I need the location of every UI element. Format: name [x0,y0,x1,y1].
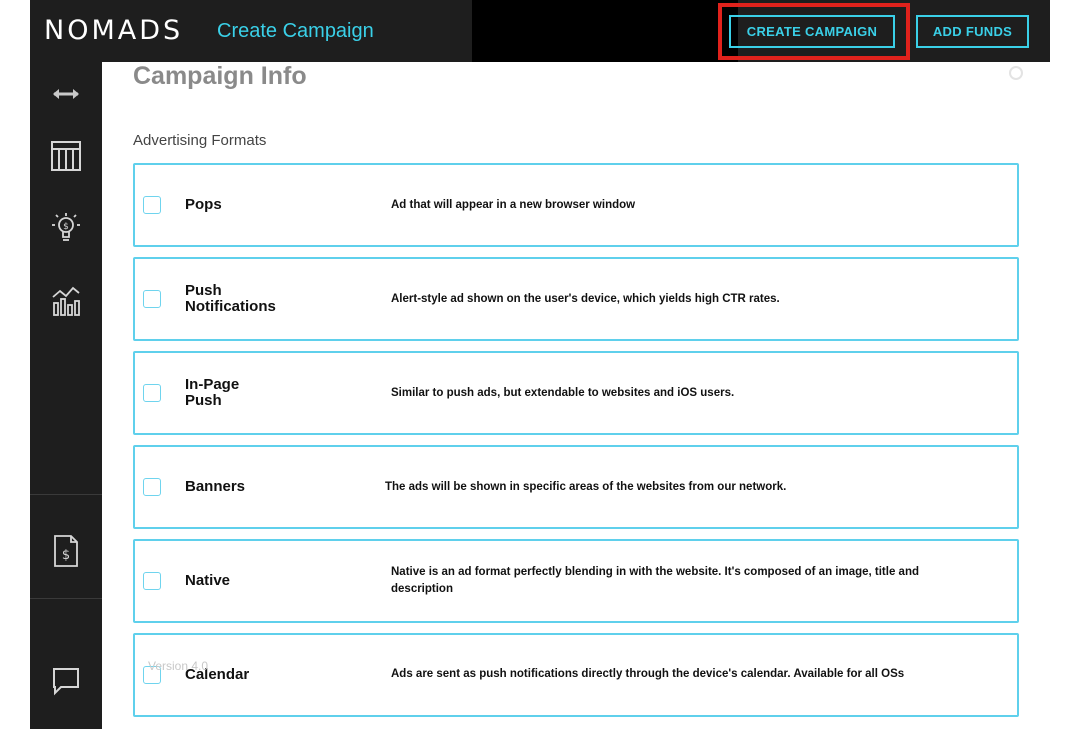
format-checkbox[interactable] [143,290,161,308]
format-name: Pops [185,196,222,213]
table-icon[interactable] [46,136,86,176]
format-description: Ads are sent as push notifications directly through the device's calendar. Available for all OSs [391,668,905,680]
redacted-area [472,0,738,62]
format-name: Push Notifications [185,282,276,315]
version-label: Version 4.0 [148,659,209,673]
format-card-banners[interactable] [133,445,1019,529]
format-name: Native [185,572,231,589]
invoice-dollar-icon[interactable] [46,531,86,571]
format-checkbox[interactable] [143,478,161,496]
create-campaign-button[interactable]: CREATE CAMPAIGN [729,15,895,48]
format-checkbox[interactable] [143,572,161,590]
analytics-chart-icon[interactable] [46,281,86,321]
chat-bubble-icon[interactable] [46,661,86,701]
nomads-logo[interactable]: NOMADS [44,15,184,46]
format-card-pops[interactable] [133,163,1019,247]
top-bar [30,0,1050,62]
search-icon[interactable] [1009,66,1023,80]
format-card-in-page-push[interactable] [133,351,1019,435]
format-card-calendar[interactable] [133,633,1019,717]
svg-text:$: $ [63,222,69,232]
format-description: Alert-style ad shown on the user's device, which yields high CTR rates. [391,293,780,305]
format-description: Similar to push ads, but extendable to websites and iOS users. [391,387,735,399]
expand-horizontal-icon[interactable] [46,74,86,114]
format-checkbox[interactable] [143,196,161,214]
page-heading: Create Campaign [217,20,374,42]
page-title: Campaign Info [133,62,307,90]
format-card-native[interactable] [133,539,1019,623]
format-description: Native is an ad format perfectly blending in with the website. It's composed of an image, title and description [391,566,919,595]
format-card-push-notifications[interactable] [133,257,1019,341]
format-description: The ads will be shown in specific areas of the websites from our network. [385,481,787,493]
lightbulb-dollar-icon[interactable] [46,208,86,248]
sidebar-divider [30,598,102,599]
format-checkbox[interactable] [143,384,161,402]
format-description: Ad that will appear in a new browser window [391,199,636,211]
format-name: In-Page Push [185,376,240,409]
format-name: Banners [185,478,246,495]
svg-text:$: $ [61,548,71,563]
sidebar-divider [30,494,102,495]
sidebar [30,62,102,729]
add-funds-button[interactable]: ADD FUNDS [916,15,1029,48]
section-label: Advertising Formats [133,132,267,149]
format-name: Calendar [185,666,250,683]
